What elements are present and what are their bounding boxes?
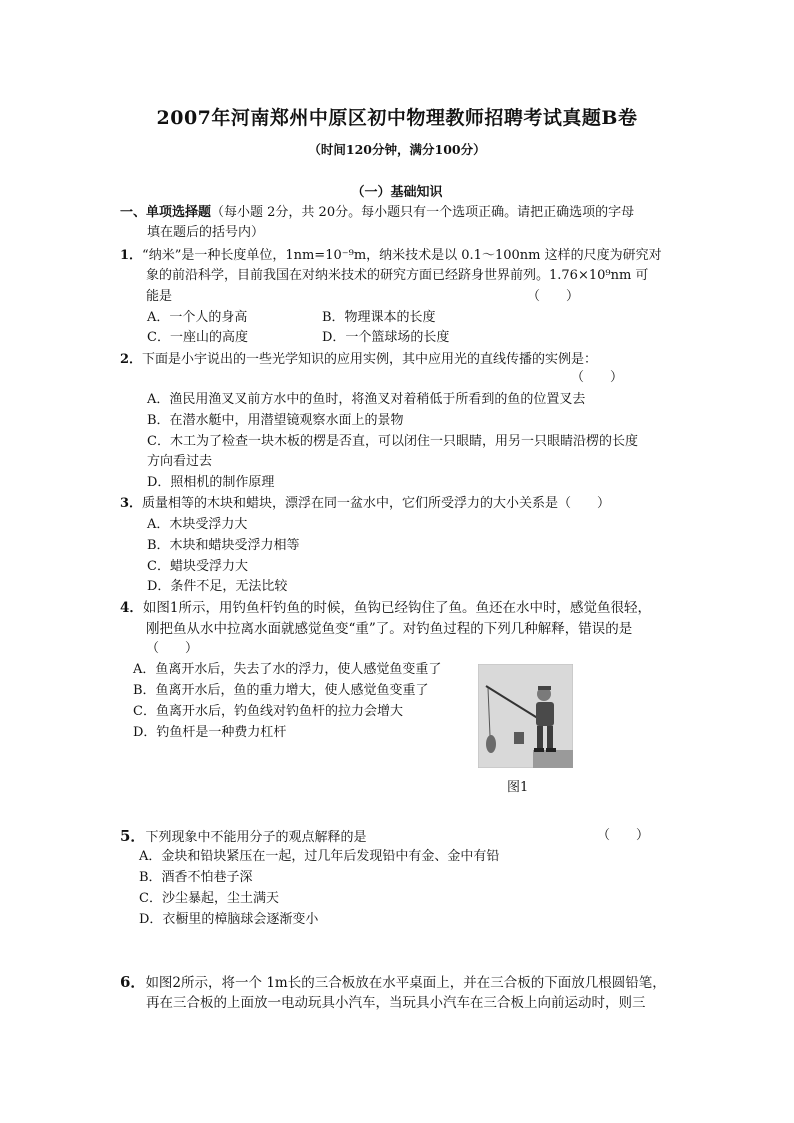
question-4-number: 4． <box>120 600 143 616</box>
question-5-answer-paren: （ ） <box>597 828 650 843</box>
question-3-option-a: A．木块受浮力大 <box>147 517 248 532</box>
question-4-text-2: 刚把鱼从水中拉离水面就感觉鱼变“重”了。对钓鱼过程的下列几种解释，错误的是 <box>146 621 633 637</box>
page-title: 2007年河南郑州中原区初中物理教师招聘考试真题B卷 <box>156 107 638 129</box>
question-3-option-d: D．条件不足，无法比较 <box>147 579 288 594</box>
question-4-option-a: A．鱼离开水后，失去了水的浮力，使人感觉鱼变重了 <box>133 662 442 677</box>
question-1-line-1 <box>120 246 662 266</box>
question-2-number: 2． <box>120 352 143 367</box>
question-2-line-1 <box>120 350 597 370</box>
question-4-text-1: 如图1所示，用钓鱼杆钓鱼的时候，鱼钩已经钩住了鱼。鱼还在水中时，感觉鱼很轻， <box>142 600 651 616</box>
question-6-line-1 <box>120 972 666 993</box>
question-4-option-b: B．鱼离开水后，鱼的重力增大，使人感觉鱼变重了 <box>133 683 429 698</box>
question-3-number: 3． <box>120 496 143 511</box>
question-2-answer-paren: （ ） <box>571 370 624 385</box>
part-instruction-b: 填在题后的括号内） <box>147 225 265 240</box>
question-2-option-c: C．木工为了检查一块木板的楞是否直，可以闭住一只眼睛，用另一只眼睛沿楞的长度 <box>147 434 638 449</box>
part-label: 一、单项选择题 <box>120 205 212 220</box>
question-4-option-c: C．鱼离开水后，钓鱼线对钓鱼杆的拉力会增大 <box>133 704 403 719</box>
question-4-option-d: D．钓鱼杆是一种费力杠杆 <box>133 725 287 740</box>
part-instruction-a: （每小题 2分，共 20分。每小题只有一个选项正确。请把正确选项的字母 <box>211 205 635 220</box>
question-1-option-d: D．一个篮球场的长度 <box>322 330 450 345</box>
question-3-option-c: C．蜡块受浮力大 <box>147 559 248 574</box>
question-5-option-a: A．金块和铅块紧压在一起，过几年后发现铅中有金、金中有铅 <box>139 849 500 864</box>
question-5-option-b: B．酒香不怕巷子深 <box>139 870 253 885</box>
question-5-option-c: C．沙尘暴起，尘土满天 <box>139 891 279 906</box>
exam-subtitle: （时间120分钟，满分100分） <box>308 142 486 157</box>
question-2-text-1: 下面是小宇说出的一些光学知识的应用实例，其中应用光的直线传播的实例是： <box>142 352 598 367</box>
question-4-line-1 <box>120 598 651 618</box>
question-5-number: 5． <box>120 827 146 845</box>
question-3-line-1 <box>120 494 610 514</box>
question-1-text-1: “纳米”是一种长度单位，1nm=10⁻⁹m，纳米技术是以 0.1～100nm 这样的尺度为研究对 <box>142 248 662 263</box>
question-1-option-b: B．物理课本的长度 <box>322 310 436 325</box>
part-instruction-line-1 <box>120 203 634 223</box>
question-5-line-1 <box>120 826 366 848</box>
question-1-text-2: 象的前沿科学，目前我国在对纳米技术的研究方面已经跻身世界前列。1.76×10⁹nm 可 <box>146 268 649 283</box>
section-heading: （一）基础知识 <box>351 185 443 200</box>
question-1-number: 1． <box>120 248 143 263</box>
question-5-text-1: 下列现象中不能用分子的观点解释的是 <box>145 830 367 845</box>
question-4-answer-paren: （ ） <box>146 641 199 656</box>
question-2-option-b: B．在潜水艇中，用潜望镜观察水面上的景物 <box>147 413 404 428</box>
figure-1-fishing-image <box>478 664 573 768</box>
question-6-text-2: 再在三合板的上面放一电动玩具小汽车，当玩具小汽车在三合板上向前运动时，则三 <box>146 995 646 1011</box>
question-5-option-d: D．衣橱里的樟脑球会逐渐变小 <box>139 912 319 927</box>
question-1-option-c: C．一座山的高度 <box>147 330 248 345</box>
question-6-number: 6． <box>120 973 146 991</box>
question-1-text-3: 能是 <box>146 289 173 304</box>
question-1-answer-paren: （ ） <box>527 289 580 304</box>
question-3-text-1: 质量相等的木块和蜡块，漂浮在同一盆水中，它们所受浮力的大小关系是（ ） <box>142 496 611 511</box>
question-3-option-b: B．木块和蜡块受浮力相等 <box>147 538 300 553</box>
question-6-text-1: 如图2所示，将一个 1m长的三合板放在水平桌面上，并在三合板的下面放几根圆铅笔， <box>145 975 666 991</box>
question-1-option-a: A．一个人的身高 <box>147 310 248 325</box>
question-2-option-d: D．照相机的制作原理 <box>147 475 275 490</box>
fishing-illustration <box>478 664 573 768</box>
question-2-option-a: A．渔民用渔叉叉前方水中的鱼时，将渔叉对着稍低于所看到的鱼的位置叉去 <box>147 392 586 407</box>
question-2-option-c-cont: 方向看过去 <box>147 454 213 469</box>
figure-1-caption: 图1 <box>507 780 529 795</box>
